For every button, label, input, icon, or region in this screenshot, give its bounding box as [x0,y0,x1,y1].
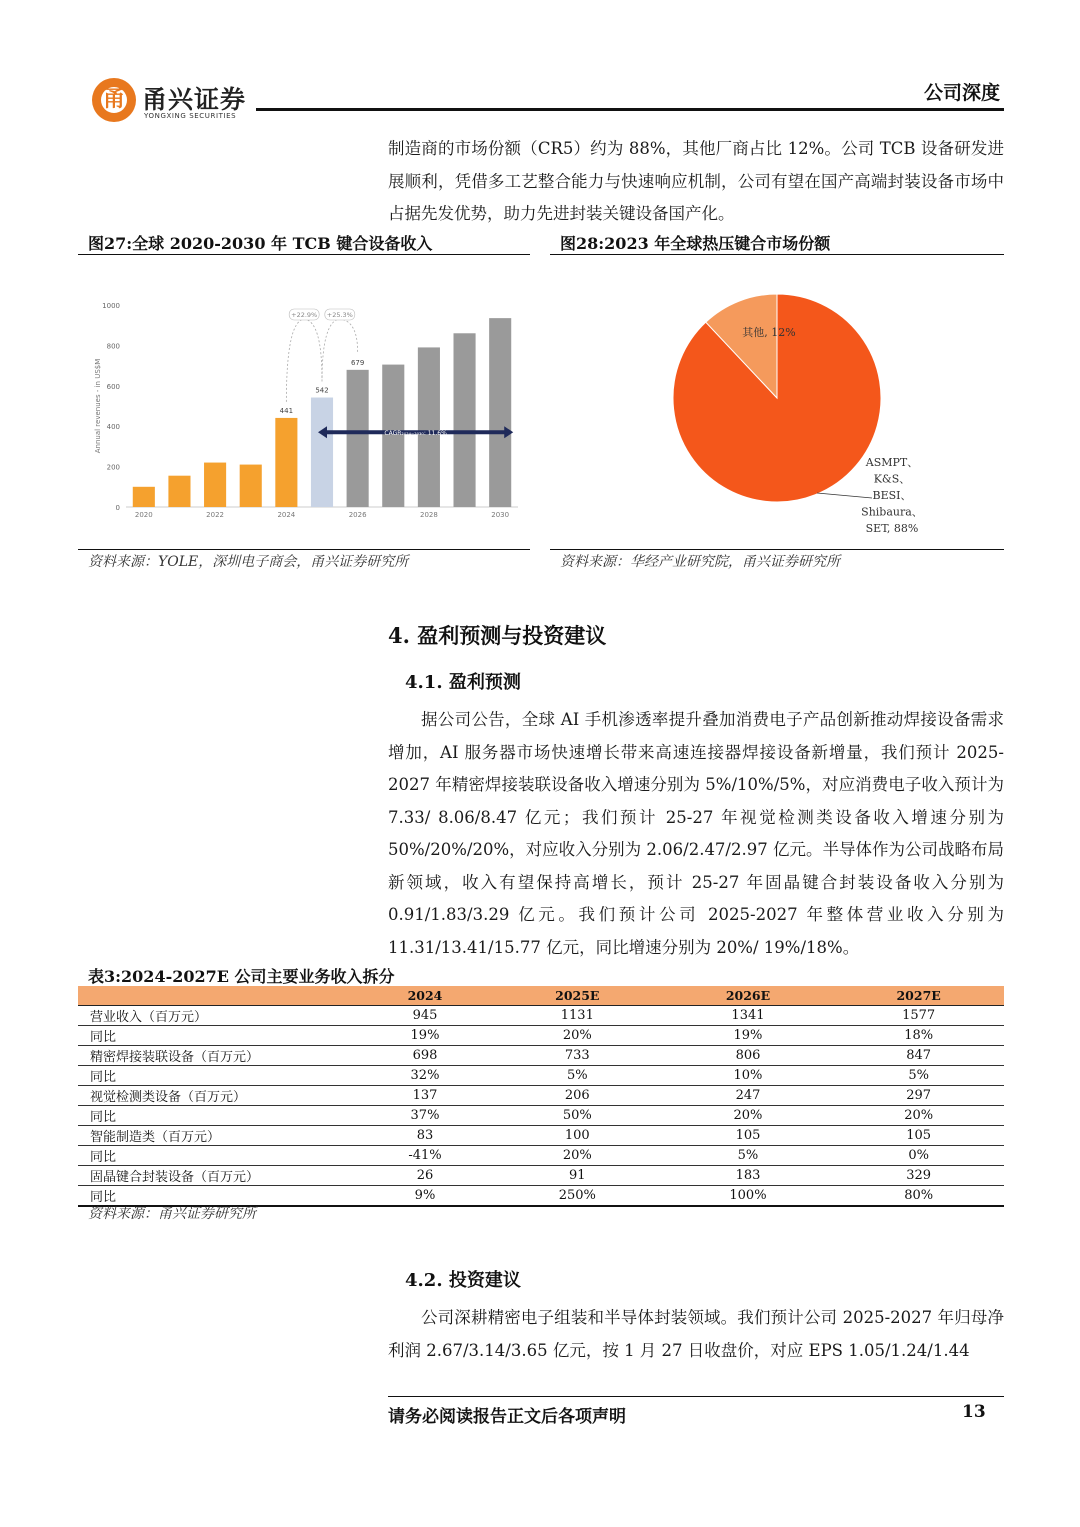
header-divider [256,108,1004,111]
pie-label-others: 其他, 12% [742,326,796,339]
table-cell: 206 [492,1085,663,1105]
bar-2026 [347,370,369,507]
pie-label-major-line: Shibaura、 [861,505,923,519]
table-cell: 20% [663,1105,834,1125]
table-cell: 247 [663,1085,834,1105]
table-row [78,1085,1004,1105]
table-cell: -41% [358,1145,492,1165]
table-cell: 183 [663,1165,834,1185]
table-row-label: 固晶键合封装设备（百万元） [78,1165,358,1185]
table-header-cell: 2025E [492,986,663,1005]
table-cell: 32% [358,1065,492,1085]
revenue-breakdown-table [78,986,1004,1207]
x-tick-label: 2022 [206,511,225,519]
tcb-market-share-pie-chart [550,270,1004,540]
investment-paragraph: 公司深耕精密电子组装和半导体封装领域。我们预计公司 2025-2027 年归母净利润 2.67/3.14/3.65 亿元，按 1 月 27 日收盘价，对应 EPS 1.05/1.24/1.44 [388,1308,1004,1360]
table-row [78,1065,1004,1085]
page-header [78,72,1004,122]
table-header-cell: 2026E [663,986,834,1005]
pie-leader-line [817,493,872,498]
table-row [78,1005,1004,1025]
table-row-label: 智能制造类（百万元） [78,1125,358,1145]
subsection-heading-investment: 4.2. 投资建议 [405,1270,521,1291]
brand-name-en: YONGXING SECURITIES [144,112,237,120]
profit-forecast-paragraph: 据公司公告，全球 AI 手机渗透率提升叠加消费电子产品创新推动焊接设备需求增加，AI 服务器市场快速增长带来高速连接器焊接设备新增量，我们预计 2025-2027 年精密焊接装联设备收入增速分别为 5%/10%/5%，对应消费电子收入预计为 7.33/ 8.06/8.47 亿元；我们预计 25-27 年视觉检测类设备收入增速分别为 50%/20%/20%，对应收入分别为 2.06/2.47/2.97 亿元。半导体作为公司战略布局新领域，收入有望保持高增长，预计 25-27 年固晶键合封装设备收入分别为 0.91/1.83/3.29 亿元。我们预计公司 2025-2027 年整体营业收入分别为 11.31/13.41/15.77 亿元，同比增速分别为 20%/ 19%/18%。 [388,710,1004,957]
table-source: 资料来源：甬兴证券研究所 [88,1206,256,1222]
table-row [78,1105,1004,1125]
logo-glyph: 甬 [102,87,125,112]
table-cell: 20% [492,1025,663,1045]
table-cell: 50% [492,1105,663,1125]
intro-paragraph: 制造商的市场份额（CR5）约为 88%，其他厂商占比 12%。公司 TCB 设备研发进展顺利，凭借多工艺整合能力与快速响应机制，公司有望在国产高端封装设备市场中占据先发优势，助力先进封装关键设备国产化。 [388,139,1004,223]
table-cell: 1577 [833,1005,1004,1025]
subsection-heading-profit-forecast: 4.1. 盈利预测 [405,672,521,693]
x-tick-label: 2020 [134,511,153,519]
table-cell: 733 [492,1045,663,1065]
brand-logo-icon [92,78,136,122]
table-cell: 37% [358,1105,492,1125]
table-row [78,1145,1004,1165]
table-row-label: 营业收入（百万元） [78,1005,358,1025]
table-cell: 80% [833,1185,1004,1206]
table-header-cell: 2027E [833,986,1004,1005]
section-heading: 4. 盈利预测与投资建议 [388,623,607,648]
table-cell: 806 [663,1045,834,1065]
bar-2023 [240,465,262,507]
x-tick-label: 2028 [419,511,438,519]
y-tick-label: 800 [106,342,120,351]
y-tick-label: 1000 [102,302,120,310]
bar-2022 [204,463,226,507]
y-tick-label: 0 [115,504,120,512]
fig28-title-rule [550,254,1004,255]
table-cell: 9% [358,1185,492,1206]
x-tick-label: 2024 [277,511,296,519]
bar-2020 [133,487,155,507]
page-number: 13 [962,1402,986,1422]
bar-2030 [489,318,511,507]
table-cell: 105 [663,1125,834,1145]
table-cell: 100 [492,1125,663,1145]
fig28-source: 资料来源：华经产业研究院，甬兴证券研究所 [560,554,840,570]
table-row [78,1165,1004,1185]
table-cell: 20% [833,1105,1004,1125]
table-cell: 91 [492,1165,663,1185]
bar-2021 [168,476,190,507]
table-row-label: 同比 [78,1185,358,1206]
bar-2028 [418,347,440,507]
table-cell: 847 [833,1045,1004,1065]
footer-divider [388,1396,1004,1397]
pie-label-major-line: SET, 88% [865,522,919,535]
pie-label-major-line: BESI、 [872,489,912,502]
table-cell: 698 [358,1045,492,1065]
table-cell: 945 [358,1005,492,1025]
table-cell: 0% [833,1145,1004,1165]
fig28-title: 图28:2023 年全球热压键合市场份额 [560,234,831,253]
table-cell: 5% [663,1145,834,1165]
table-cell: 329 [833,1165,1004,1185]
bar-data-label: 441 [279,406,294,415]
fig28-bottom-rule [550,549,1004,550]
table-cell: 5% [833,1065,1004,1085]
table-cell: 100% [663,1185,834,1206]
fig27-title: 图27:全球 2020-2030 年 TCB 键合设备收入 [88,234,433,253]
table-row-label: 精密焊接装联设备（百万元） [78,1045,358,1065]
table-cell: 20% [492,1145,663,1165]
y-axis-label: Annual revenues - in US$M [94,358,102,454]
table-cell: 26 [358,1165,492,1185]
table-row [78,1045,1004,1065]
y-tick-label: 400 [106,423,120,432]
table-cell: 105 [833,1125,1004,1145]
fig27-bottom-rule [78,549,530,550]
tcb-revenue-bar-chart [78,270,530,540]
table-row [78,1025,1004,1045]
table-cell: 19% [358,1025,492,1045]
cagr-label: CAGR₂₀₂₄₋₂₀₃₀: 11.6% [384,429,447,437]
table-header-cell: 2024 [358,986,492,1005]
table-row-label: 视觉检测类设备（百万元） [78,1085,358,1105]
table-header-cell [78,986,358,1005]
pie-label-major-line: K&S、 [873,472,911,486]
table-title: 表3:2024-2027E 公司主要业务收入拆分 [88,967,395,986]
table-row-label: 同比 [78,1145,358,1165]
table-row-label: 同比 [78,1025,358,1045]
table-row-label: 同比 [78,1105,358,1125]
growth-label: +22.9% [291,311,318,319]
table-cell: 10% [663,1065,834,1085]
table-row-label: 同比 [78,1065,358,1085]
footer-disclaimer: 请务必阅读报告正文后各项声明 [388,1407,626,1427]
bar-2024 [275,418,297,507]
x-tick-label: 2026 [348,511,367,519]
y-tick-label: 200 [106,463,120,472]
table-cell: 137 [358,1085,492,1105]
y-tick-label: 600 [106,382,120,391]
table-cell: 19% [663,1025,834,1045]
table-cell: 297 [833,1085,1004,1105]
brand-name: 甬兴证券 [142,85,247,114]
section-tag: 公司深度 [923,82,1000,104]
bar-data-label: 679 [350,358,365,367]
fig27-source: 资料来源：YOLE，深圳电子商会，甬兴证券研究所 [88,554,409,570]
table-header-row [78,986,1004,1005]
bar-data-label: 542 [315,386,329,395]
growth-label: +25.3% [326,311,353,319]
bar-2029 [453,333,475,507]
table-row [78,1125,1004,1145]
fig27-title-rule [78,254,530,255]
x-tick-label: 2030 [491,511,510,519]
table-cell: 18% [833,1025,1004,1045]
table-cell: 250% [492,1185,663,1206]
bar-2025 [311,398,333,507]
table-cell: 1131 [492,1005,663,1025]
pie-label-major-line: ASMPT、 [865,456,919,469]
table-cell: 1341 [663,1005,834,1025]
table-cell: 5% [492,1065,663,1085]
table-cell: 83 [358,1125,492,1145]
